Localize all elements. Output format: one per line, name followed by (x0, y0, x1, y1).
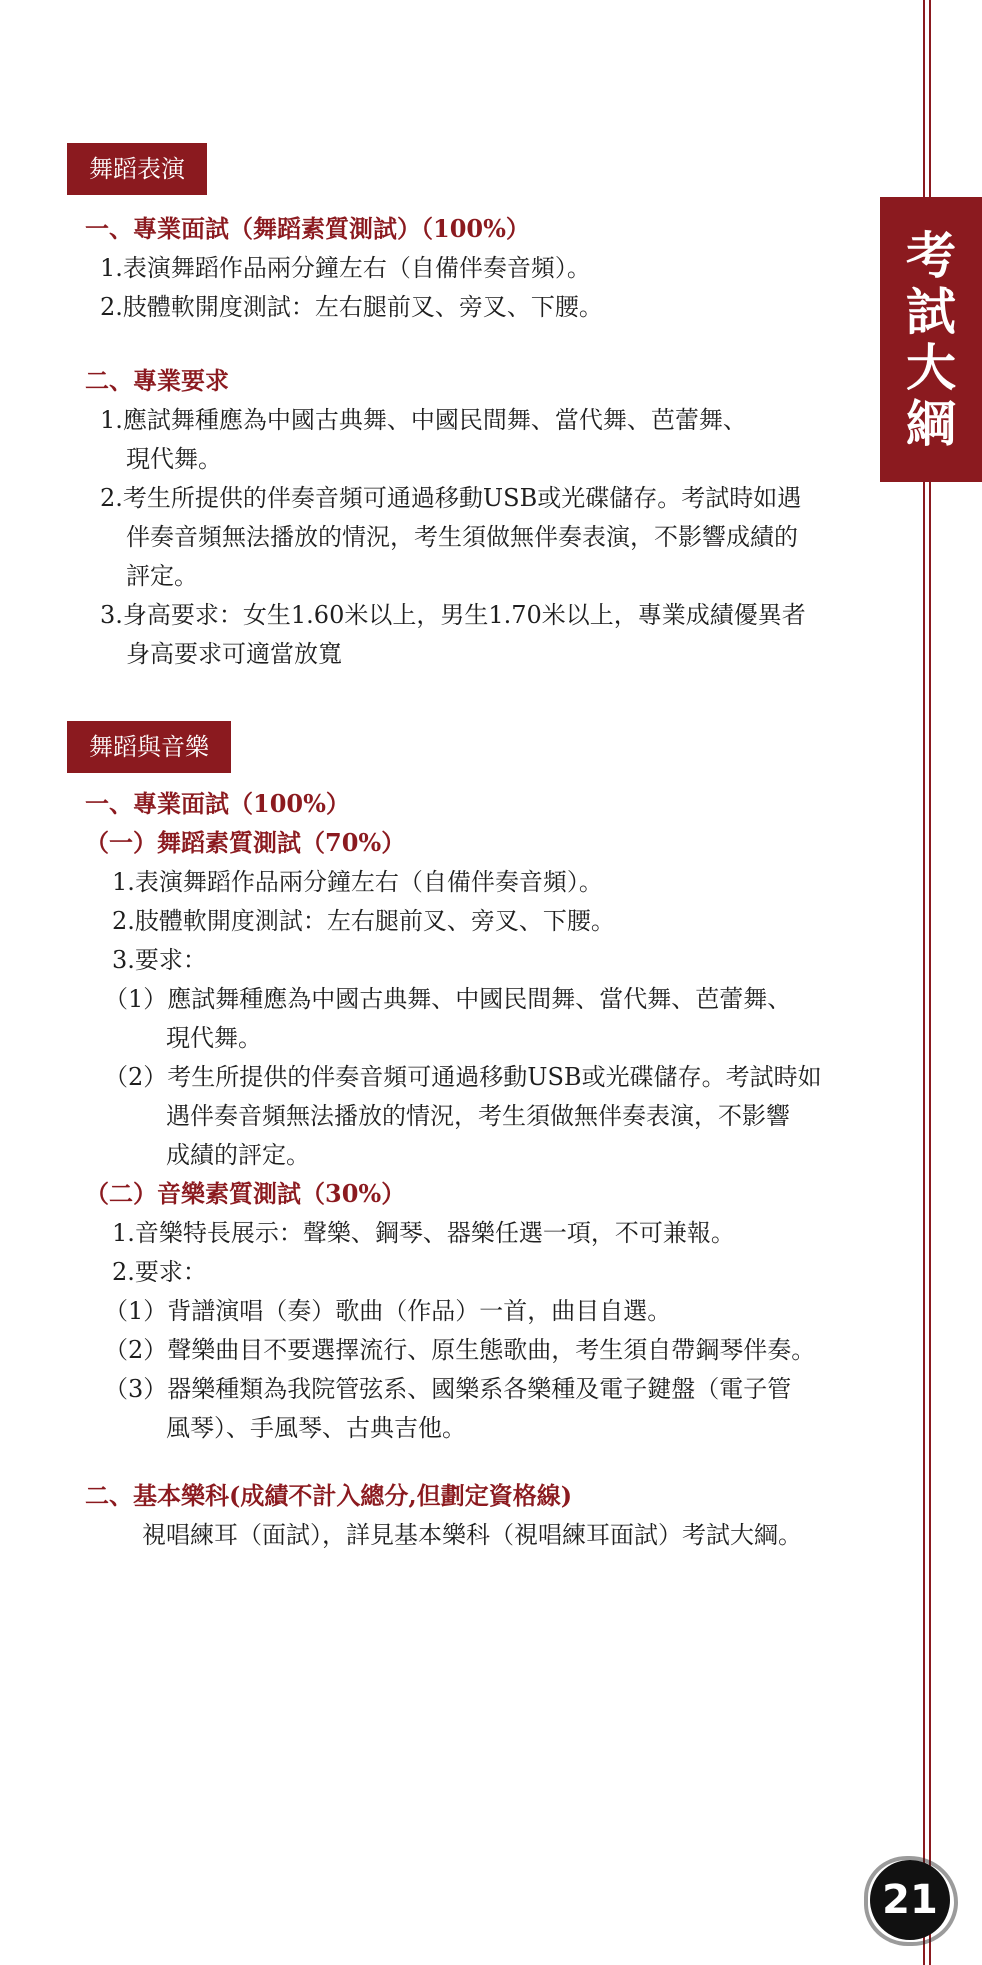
side-tab-char: 試 (906, 281, 956, 341)
list-item-continuation: 伴奏音頻無法播放的情況，考生須做無伴奏表演，不影響成績的 (126, 523, 798, 551)
side-tab-char: 大 (906, 337, 956, 397)
list-item: 1.音樂特長展示：聲樂、鋼琴、器樂任選一項，不可兼報。 (112, 1219, 735, 1247)
sub-item-continuation: 現代舞。 (166, 1024, 262, 1052)
subheading-dance-quality: （一）舞蹈素質測試（70%） (85, 828, 406, 857)
sub-item-continuation: 風琴）、手風琴、古典吉他。 (166, 1414, 466, 1442)
list-item: 2.肢體軟開度測試：左右腿前叉、旁叉、下腰。 (100, 293, 603, 321)
list-item: 1.應試舞種應為中國古典舞、中國民間舞、當代舞、芭蕾舞、 (100, 406, 747, 434)
heading-requirements: 二、專業要求 (85, 366, 229, 395)
paragraph: 視唱練耳（面試），詳見基本樂科（視唱練耳面試）考試大綱。 (142, 1521, 802, 1549)
sub-item: （2）聲樂曲目不要選擇流行、原生態歌曲，考生須自帶鋼琴伴奏。 (104, 1336, 816, 1364)
page-number-badge (870, 1860, 950, 1940)
list-item: 2.考生所提供的伴奏音頻可通過移動USB或光碟儲存。考試時如遇 (100, 484, 802, 512)
side-tab-char: 考 (906, 225, 956, 285)
section-label-dance-and-music: 舞蹈與音樂 (67, 721, 231, 773)
list-item: 1.表演舞蹈作品兩分鐘左右（自備伴奏音頻）。 (100, 254, 591, 282)
sub-item-continuation: 成績的評定。 (166, 1141, 310, 1169)
sub-item-continuation: 遇伴奏音頻無法播放的情況，考生須做無伴奏表演，不影響 (166, 1102, 790, 1130)
list-item-continuation: 評定。 (126, 562, 198, 590)
heading-interview: 一、專業面試（舞蹈素質測試）（100%） (85, 214, 530, 243)
list-item: 3.身高要求：女生1.60米以上，男生1.70米以上，專業成績優異者 (100, 601, 806, 629)
list-item: 2.肢體軟開度測試：左右腿前叉、旁叉、下腰。 (112, 907, 615, 935)
sub-item: （2）考生所提供的伴奏音頻可通過移動USB或光碟儲存。考試時如 (104, 1063, 822, 1091)
page-number: 21 (882, 1877, 938, 1923)
heading-interview: 一、專業面試（100%） (85, 789, 350, 818)
sub-item: （1）應試舞種應為中國古典舞、中國民間舞、當代舞、芭蕾舞、 (104, 985, 792, 1013)
sub-item: （1）背譜演唱（奏）歌曲（作品）一首，曲目自選。 (104, 1297, 672, 1325)
side-tab-exam-outline (880, 197, 982, 482)
heading-basic-music-subject: 二、基本樂科(成績不計入總分,但劃定資格線) (85, 1481, 573, 1510)
list-item: 2.要求： (112, 1258, 207, 1286)
side-tab-char: 綱 (906, 393, 956, 453)
list-item: 3.要求： (112, 946, 207, 974)
subheading-music-quality: （二）音樂素質測試（30%） (85, 1179, 406, 1208)
section-label-dance-performance: 舞蹈表演 (67, 143, 207, 195)
sub-item: （3）器樂種類為我院管弦系、國樂系各樂種及電子鍵盤（電子管 (104, 1375, 792, 1403)
list-item-continuation: 現代舞。 (126, 445, 222, 473)
list-item-continuation: 身高要求可適當放寬 (126, 640, 342, 668)
list-item: 1.表演舞蹈作品兩分鐘左右（自備伴奏音頻）。 (112, 868, 603, 896)
